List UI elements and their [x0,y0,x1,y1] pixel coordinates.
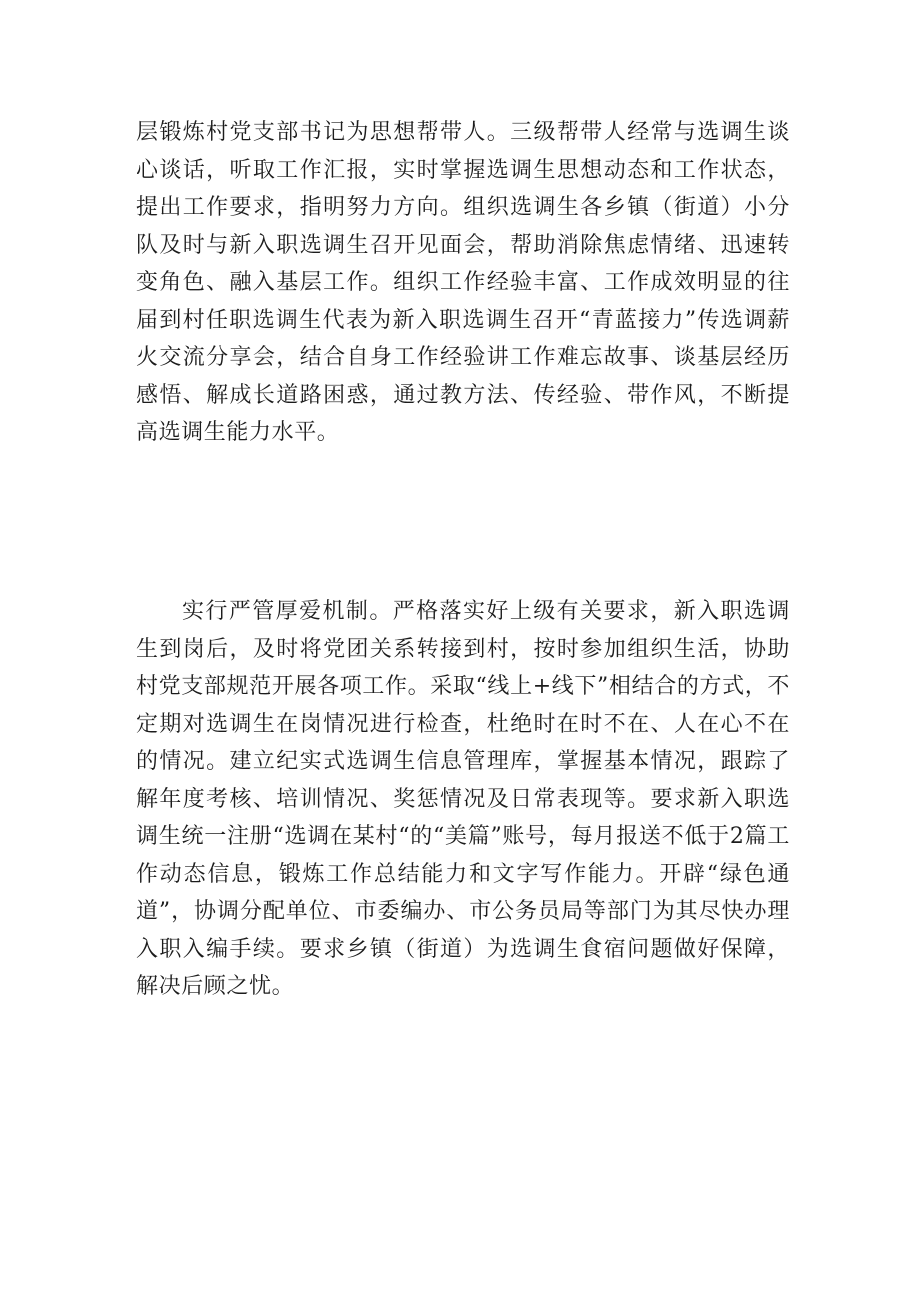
paragraph-mentoring: 层锻炼村党支部书记为思想帮带人。三级帮带人经常与选调生谈心谈话，听取工作汇报，实时掌握选调生思想动态和工作状态，提出工作要求，指明努力方向。组织选调生各乡镇（街道）小分队及时与新入职选调生召开见面会，帮助消除焦虑情绪、迅速转变角色、融入基层工作。组织工作经验丰富、工作成效明显的往届到村任职选调生代表为新入职选调生召开“青蓝接力”传选调薪火交流分享会，结合自身工作经验讲工作难忘故事、谈基层经历感悟、解成长道路困惑，通过教方法、传经验、带作风，不断提高选调生能力水平。 [136,120,790,445]
paragraph-strict-management: 实行严管厚爱机制。严格落实好上级有关要求，新入职选调生到岗后，及时将党团关系转接到村，按时参加组织生活，协助村党支部规范开展各项工作。采取“线上+线下”相结合的方式，不定期对选调生在岗情况进行检查，杜绝时在时不在、人在心不在的情况。建立纪实式选调生信息管理库，掌握基本情况，跟踪了解年度考核、培训情况、奖惩情况及日常表现等。要求新入职选调生统一注册“选调在某村“的“美篇”账号，每月报送不低于2篇工作动态信息，锻炼工作总结能力和文字写作能力。开辟“绿色通道”，协调分配单位、市委编办、市公务员局等部门为其尽快办理入职入编手续。要求乡镇（街道）为选调生食宿问题做好保障，解决后顾之忧。 [136,599,790,999]
